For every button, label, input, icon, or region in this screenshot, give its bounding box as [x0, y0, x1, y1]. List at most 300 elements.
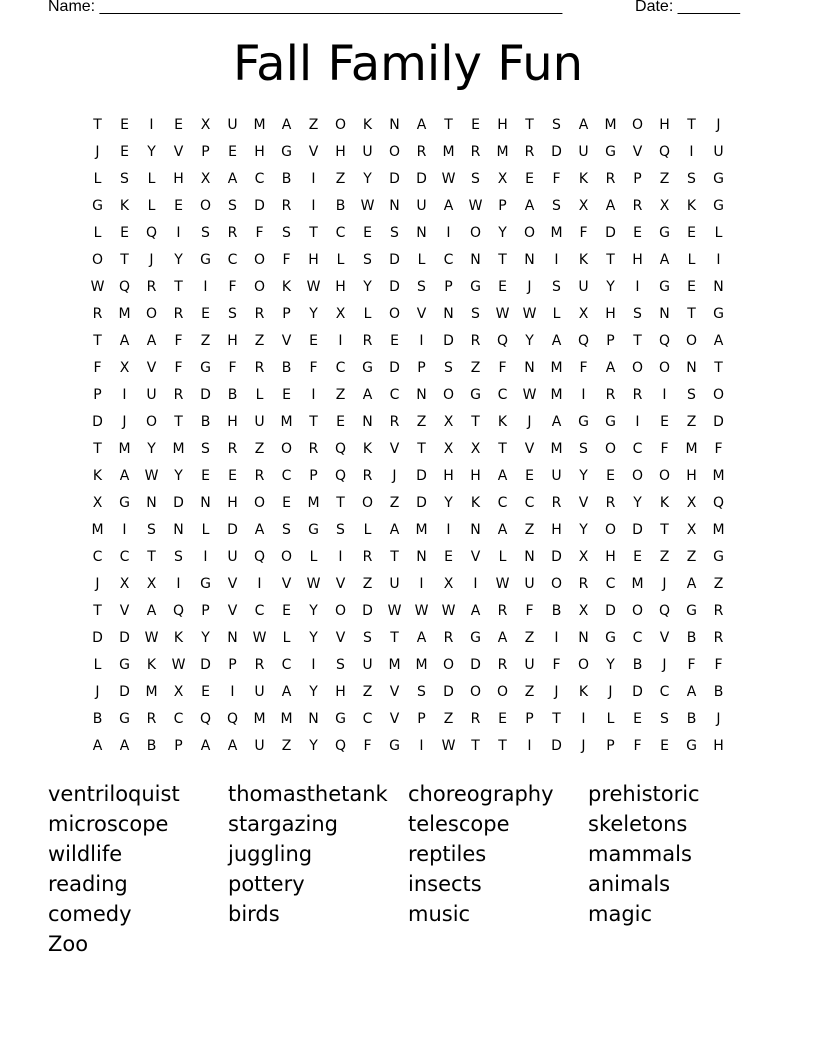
grid-letter: F	[579, 359, 588, 376]
grid-letter: I	[311, 197, 316, 214]
grid-letter: Q	[334, 467, 347, 484]
grid-letter: G	[470, 278, 481, 295]
grid-letter: O	[577, 656, 590, 673]
grid-letter: I	[581, 386, 586, 403]
grid-letter: X	[578, 305, 589, 322]
grid-letter: A	[254, 521, 265, 538]
grid-letter: G	[92, 197, 103, 214]
grid-letter: L	[201, 521, 210, 538]
grid-letter: V	[227, 602, 238, 619]
grid-letter: R	[470, 143, 481, 160]
grid-letter: F	[174, 359, 183, 376]
grid-letter: K	[173, 629, 184, 646]
grid-letter: Q	[658, 332, 671, 349]
grid-letter: R	[92, 305, 103, 322]
grid-letter: G	[713, 305, 724, 322]
grid-letter: D	[416, 494, 427, 511]
grid-letter: I	[149, 116, 154, 133]
grid-letter: O	[631, 116, 644, 133]
grid-letter: I	[581, 710, 586, 727]
grid-letter: E	[282, 386, 291, 403]
grid-letter: W	[441, 737, 456, 754]
grid-letter: B	[227, 386, 238, 403]
grid-letter: N	[416, 548, 427, 565]
grid-letter: E	[525, 467, 534, 484]
grid-letter: X	[578, 197, 589, 214]
grid-letter: A	[686, 575, 697, 592]
grid-letter: E	[660, 737, 669, 754]
grid-letter: F	[93, 359, 102, 376]
grid-letter: I	[527, 737, 532, 754]
grid-letter: G	[713, 170, 724, 187]
grid-letter: L	[363, 305, 372, 322]
grid-letter: B	[281, 170, 292, 187]
grid-letter: E	[471, 116, 480, 133]
grid-letter: A	[119, 332, 130, 349]
grid-letter: M	[415, 656, 428, 673]
grid-letter: Z	[362, 683, 373, 700]
word-list-item: mammals	[588, 842, 692, 866]
grid-letter: I	[311, 170, 316, 187]
word-list-item: music	[408, 902, 471, 926]
grid-letter: S	[336, 521, 345, 538]
grid-letter: A	[92, 737, 103, 754]
grid-letter: M	[307, 494, 320, 511]
grid-letter: Y	[147, 440, 156, 457]
grid-letter: O	[199, 197, 212, 214]
grid-letter: N	[578, 629, 589, 646]
grid-letter: L	[363, 521, 372, 538]
grid-letter: O	[361, 494, 374, 511]
grid-letter: O	[145, 305, 158, 322]
grid-letter: X	[497, 170, 508, 187]
grid-letter: T	[687, 116, 696, 133]
grid-letter: T	[93, 332, 102, 349]
grid-letter: P	[444, 278, 453, 295]
grid-letter: G	[362, 359, 373, 376]
grid-letter: S	[201, 440, 210, 457]
grid-letter: I	[176, 575, 181, 592]
grid-letter: Q	[334, 737, 347, 754]
grid-letter: U	[362, 656, 373, 673]
grid-letter: C	[524, 494, 535, 511]
grid-letter: C	[659, 683, 670, 700]
grid-letter: G	[659, 278, 670, 295]
grid-letter: O	[91, 251, 104, 268]
grid-letter: V	[389, 710, 400, 727]
grid-letter: I	[689, 143, 694, 160]
grid-letter: A	[200, 737, 211, 754]
grid-letter: O	[685, 332, 698, 349]
grid-letter: E	[282, 602, 291, 619]
name-field-label: Name: ____________________________________________________	[48, 0, 563, 15]
grid-letter: G	[200, 359, 211, 376]
grid-letter: E	[120, 143, 129, 160]
grid-letter: G	[200, 251, 211, 268]
grid-letter: Q	[712, 494, 725, 511]
grid-letter: W	[522, 305, 537, 322]
grid-letter: A	[578, 116, 589, 133]
grid-letter: H	[335, 278, 346, 295]
grid-letter: A	[389, 521, 400, 538]
grid-letter: A	[659, 251, 670, 268]
grid-letter: Z	[524, 521, 535, 538]
grid-letter: L	[93, 170, 102, 187]
grid-letter: V	[146, 359, 157, 376]
grid-letter: B	[632, 656, 643, 673]
grid-letter: C	[335, 224, 346, 241]
grid-letter: O	[334, 116, 347, 133]
grid-letter: M	[415, 521, 428, 538]
grid-letter: I	[257, 575, 262, 592]
grid-letter: T	[498, 251, 507, 268]
grid-letter: N	[713, 278, 724, 295]
grid-letter: R	[632, 197, 643, 214]
grid-letter: G	[605, 143, 616, 160]
grid-letter: H	[173, 170, 184, 187]
grid-letter: P	[174, 737, 183, 754]
grid-letter: I	[716, 251, 721, 268]
grid-letter: E	[390, 332, 399, 349]
grid-letter: B	[281, 359, 292, 376]
grid-letter: Q	[577, 332, 590, 349]
grid-letter: L	[147, 170, 156, 187]
grid-letter: X	[686, 494, 697, 511]
grid-letter: F	[579, 224, 588, 241]
word-list	[48, 779, 768, 959]
grid-letter: S	[282, 521, 291, 538]
grid-letter: N	[227, 629, 238, 646]
grid-letter: G	[578, 413, 589, 430]
grid-letter: Y	[174, 251, 183, 268]
grid-letter: D	[389, 278, 400, 295]
grid-letter: M	[253, 710, 266, 727]
grid-letter: T	[660, 521, 669, 538]
grid-letter: P	[606, 737, 615, 754]
grid-letter: N	[173, 521, 184, 538]
grid-letter: E	[633, 548, 642, 565]
grid-letter: Z	[713, 575, 724, 592]
grid-letter: H	[308, 251, 319, 268]
grid-letter: F	[714, 440, 723, 457]
grid-letter: C	[119, 548, 130, 565]
grid-letter: D	[551, 548, 562, 565]
grid-letter: Z	[443, 710, 454, 727]
grid-letter: W	[306, 575, 321, 592]
grid-letter: Y	[579, 521, 588, 538]
grid-letter: M	[550, 386, 563, 403]
grid-letter: R	[605, 494, 616, 511]
grid-letter: C	[497, 386, 508, 403]
word-list-item: magic	[588, 902, 653, 926]
grid-letter: V	[308, 143, 319, 160]
grid-letter: D	[92, 629, 103, 646]
grid-letter: H	[335, 143, 346, 160]
grid-letter: V	[335, 575, 346, 592]
grid-letter: C	[335, 359, 346, 376]
grid-letter: R	[254, 656, 265, 673]
grid-letter: M	[253, 116, 266, 133]
grid-letter: C	[173, 710, 184, 727]
grid-letter: A	[497, 467, 508, 484]
grid-letter: E	[498, 710, 507, 727]
grid-letter: V	[659, 629, 670, 646]
grid-letter: Q	[226, 710, 239, 727]
grid-letter: T	[174, 278, 183, 295]
grid-letter: O	[631, 602, 644, 619]
grid-letter: D	[470, 656, 481, 673]
grid-letter: J	[716, 710, 721, 727]
grid-letter: G	[605, 629, 616, 646]
grid-letter: Z	[335, 386, 346, 403]
grid-letter: K	[470, 494, 481, 511]
grid-letter: M	[712, 467, 725, 484]
grid-letter: T	[93, 602, 102, 619]
grid-letter: S	[687, 170, 696, 187]
grid-letter: D	[389, 251, 400, 268]
grid-letter: F	[633, 737, 642, 754]
grid-letter: C	[497, 494, 508, 511]
grid-letter: H	[227, 494, 238, 511]
grid-letter: W	[441, 602, 456, 619]
grid-letter: G	[389, 737, 400, 754]
grid-letter: F	[714, 656, 723, 673]
grid-letter: C	[92, 548, 103, 565]
grid-letter: R	[605, 386, 616, 403]
grid-letter: O	[253, 251, 266, 268]
grid-letter: I	[122, 521, 127, 538]
word-list-item: choreography	[408, 782, 554, 806]
grid-letter: J	[149, 251, 154, 268]
grid-letter: W	[171, 656, 186, 673]
word-list-item: animals	[588, 872, 671, 896]
grid-letter: N	[443, 305, 454, 322]
grid-letter: Q	[658, 143, 671, 160]
grid-letter: V	[470, 548, 481, 565]
grid-letter: N	[416, 386, 427, 403]
grid-letter: T	[552, 710, 561, 727]
grid-letter: G	[659, 224, 670, 241]
grid-letter: G	[119, 494, 130, 511]
grid-letter: J	[581, 737, 586, 754]
grid-letter: O	[388, 143, 401, 160]
word-list-item: pottery	[228, 872, 305, 896]
grid-letter: K	[686, 197, 697, 214]
grid-letter: C	[443, 251, 454, 268]
grid-letter: G	[713, 548, 724, 565]
grid-letter: F	[174, 332, 183, 349]
grid-letter: R	[389, 413, 400, 430]
grid-letter: X	[146, 575, 157, 592]
grid-letter: Y	[525, 332, 534, 349]
grid-letter: O	[631, 359, 644, 376]
grid-letter: V	[524, 440, 535, 457]
grid-letter: E	[120, 116, 129, 133]
grid-letter: Y	[363, 278, 372, 295]
grid-letter: O	[631, 467, 644, 484]
grid-letter: S	[174, 548, 183, 565]
grid-letter: O	[550, 575, 563, 592]
grid-letter: V	[578, 494, 589, 511]
grid-letter: X	[686, 521, 697, 538]
grid-letter: R	[362, 332, 373, 349]
grid-letter: F	[552, 656, 561, 673]
grid-letter: S	[471, 305, 480, 322]
grid-letter: P	[417, 710, 426, 727]
grid-letter: P	[93, 386, 102, 403]
word-list-item: microscope	[48, 812, 169, 836]
grid-letter: S	[201, 224, 210, 241]
grid-letter: Y	[606, 278, 615, 295]
grid-letter: S	[687, 386, 696, 403]
grid-letter: C	[362, 710, 373, 727]
grid-letter: R	[146, 710, 157, 727]
grid-letter: Z	[281, 737, 292, 754]
grid-letter: D	[713, 413, 724, 430]
grid-letter: M	[685, 440, 698, 457]
grid-letter: S	[363, 251, 372, 268]
grid-letter: H	[497, 116, 508, 133]
grid-letter: N	[659, 305, 670, 322]
grid-letter: Y	[147, 143, 156, 160]
grid-letter: T	[498, 737, 507, 754]
grid-letter: M	[280, 710, 293, 727]
grid-letter: Y	[309, 602, 318, 619]
grid-letter: A	[524, 197, 535, 214]
grid-letter: I	[338, 332, 343, 349]
grid-letter: G	[119, 710, 130, 727]
grid-letter: U	[524, 656, 535, 673]
grid-letter: C	[254, 170, 265, 187]
grid-letter: H	[443, 467, 454, 484]
grid-letter: V	[389, 440, 400, 457]
grid-letter: R	[254, 467, 265, 484]
grid-letter: O	[523, 224, 536, 241]
grid-letter: A	[416, 629, 427, 646]
word-list-item: Zoo	[48, 932, 89, 956]
grid-letter: R	[605, 170, 616, 187]
grid-letter: G	[308, 521, 319, 538]
grid-letter: H	[335, 683, 346, 700]
grid-letter: G	[605, 413, 616, 430]
grid-letter: B	[92, 710, 103, 727]
grid-letter: R	[713, 602, 724, 619]
grid-letter: W	[414, 602, 429, 619]
grid-letter: O	[604, 521, 617, 538]
grid-letter: A	[119, 737, 130, 754]
grid-letter: A	[416, 116, 427, 133]
grid-letter: S	[552, 116, 561, 133]
grid-letter: O	[145, 413, 158, 430]
header	[48, 0, 740, 18]
grid-letter: X	[578, 602, 589, 619]
grid-letter: M	[172, 440, 185, 457]
grid-letter: O	[604, 440, 617, 457]
grid-letter: M	[118, 305, 131, 322]
grid-letter: I	[230, 683, 235, 700]
grid-letter: Q	[658, 602, 671, 619]
grid-letter: E	[282, 494, 291, 511]
word-list-item: thomasthetank	[228, 782, 388, 806]
grid-letter: T	[390, 548, 399, 565]
grid-letter: S	[390, 224, 399, 241]
grid-letter: P	[228, 656, 237, 673]
grid-letter: S	[147, 521, 156, 538]
grid-letter: X	[335, 305, 346, 322]
grid-letter: I	[635, 278, 640, 295]
grid-letter: I	[122, 386, 127, 403]
grid-letter: I	[311, 656, 316, 673]
grid-letter: U	[416, 197, 427, 214]
grid-letter: L	[687, 251, 696, 268]
word-list-item: reading	[48, 872, 128, 896]
grid-letter: J	[662, 656, 667, 673]
grid-letter: C	[281, 656, 292, 673]
grid-letter: E	[606, 467, 615, 484]
grid-letter: U	[254, 413, 265, 430]
grid-letter: N	[200, 494, 211, 511]
grid-letter: G	[686, 737, 697, 754]
grid-letter: Y	[633, 494, 642, 511]
grid-letter: A	[551, 413, 562, 430]
grid-letter: O	[712, 386, 725, 403]
grid-letter: E	[201, 305, 210, 322]
grid-letter: E	[336, 413, 345, 430]
grid-letter: I	[446, 224, 451, 241]
grid-letter: L	[255, 386, 264, 403]
grid-letter: G	[713, 197, 724, 214]
grid-letter: N	[308, 710, 319, 727]
grid-letter: J	[608, 683, 613, 700]
grid-letter: F	[363, 737, 372, 754]
grid-letter: W	[90, 278, 105, 295]
grid-letter: T	[525, 116, 534, 133]
grid-letter: M	[550, 440, 563, 457]
grid-letter: R	[362, 548, 373, 565]
grid-letter: M	[631, 575, 644, 592]
grid-letter: R	[578, 575, 589, 592]
grid-letter: W	[360, 197, 375, 214]
grid-letter: T	[633, 332, 642, 349]
grid-letter: T	[417, 440, 426, 457]
grid-letter: R	[416, 143, 427, 160]
grid-letter: L	[282, 629, 291, 646]
grid-letter: A	[605, 197, 616, 214]
grid-letter: R	[254, 359, 265, 376]
letter-grid	[84, 111, 732, 759]
word-list-item: stargazing	[228, 812, 339, 836]
grid-letter: I	[203, 548, 208, 565]
grid-letter: V	[119, 602, 130, 619]
grid-letter: Y	[579, 467, 588, 484]
grid-letter: Z	[686, 413, 697, 430]
grid-letter: B	[200, 413, 211, 430]
grid-letter: T	[606, 251, 615, 268]
grid-letter: R	[551, 494, 562, 511]
grid-letter: U	[578, 143, 589, 160]
grid-letter: J	[95, 575, 100, 592]
grid-letter: D	[254, 197, 265, 214]
grid-letter: K	[578, 683, 589, 700]
grid-letter: N	[524, 548, 535, 565]
grid-letter: F	[660, 440, 669, 457]
grid-letter: D	[173, 494, 184, 511]
grid-letter: C	[632, 440, 643, 457]
grid-letter: L	[93, 656, 102, 673]
grid-letter: E	[498, 278, 507, 295]
grid-letter: M	[388, 656, 401, 673]
grid-letter: S	[579, 440, 588, 457]
